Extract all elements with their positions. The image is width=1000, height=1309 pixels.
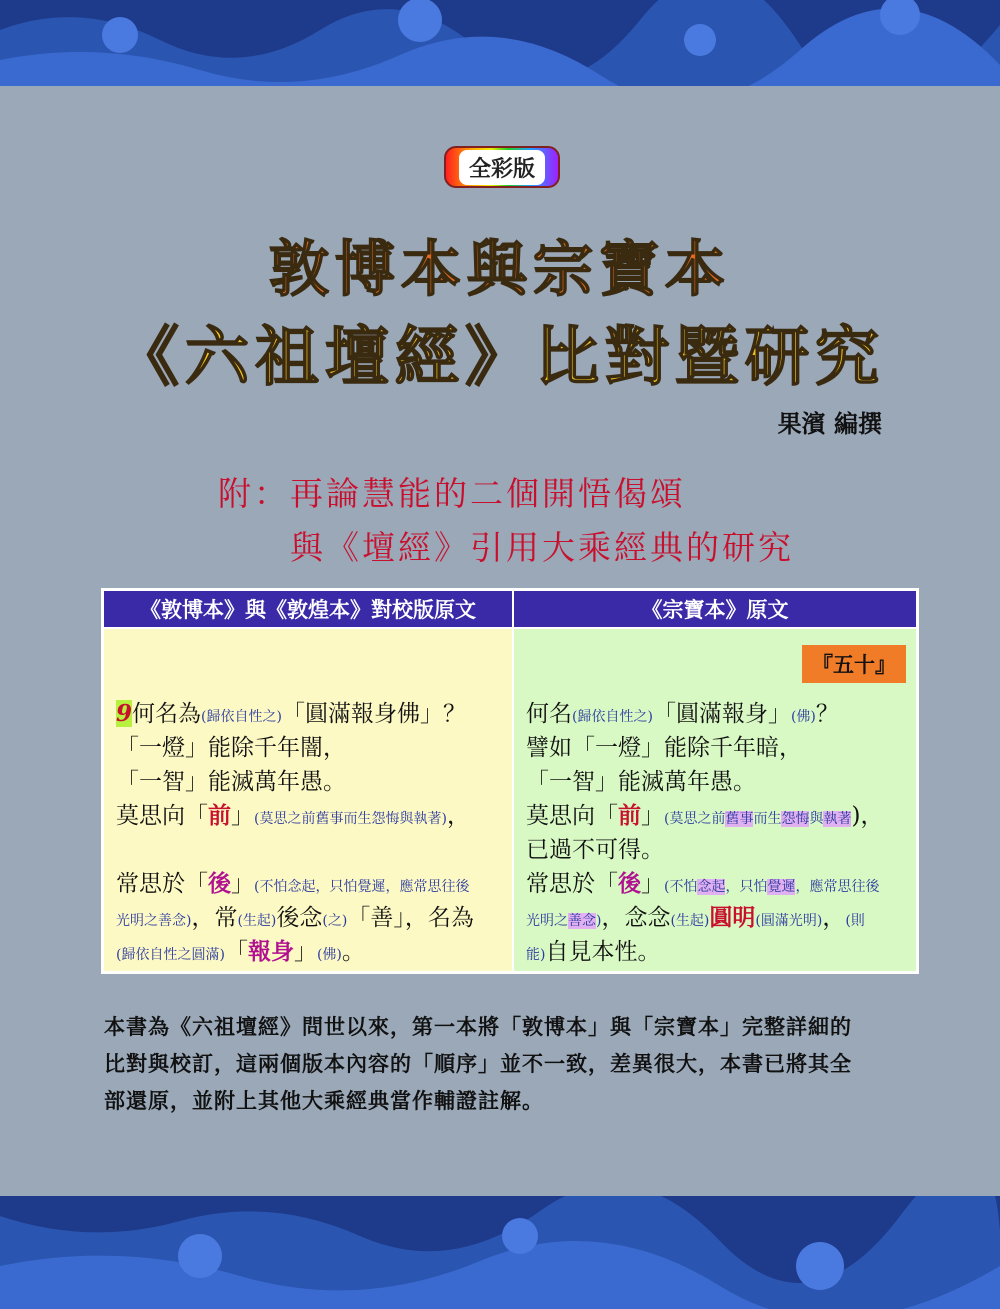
left-column	[104, 629, 512, 971]
entry-number: 9	[116, 700, 133, 727]
left-line-7: (歸依自性之圓滿)「報身」(佛)。	[116, 938, 365, 965]
subtitle-line-1: 附：再論慧能的二個開悟偈頌	[218, 474, 686, 513]
description-line-1: 本書為《六祖壇經》問世以來，第一本將「敦博本」與「宗寶本」完整詳細的	[104, 1014, 852, 1039]
subtitle-line-2: 與《壇經》引用大乘經典的研究	[290, 528, 794, 567]
right-line-4: 莫思向「前」(莫思之前舊事而生怨悔與執著)，	[526, 802, 884, 829]
left-line-4: 莫思向「前」(莫思之前舊事而生怨悔與執著)，	[116, 802, 470, 829]
left-line-5: 常思於「後」(不怕念起，只怕覺遲，應常思往後	[116, 870, 470, 897]
right-column	[514, 629, 916, 971]
left-line-3: 「一智」能滅萬年愚。	[116, 769, 346, 795]
description-line-2: 比對與校訂，這兩個版本內容的「順序」並不一致，差異很大，本書已將其全	[104, 1051, 852, 1076]
right-line-3: 「一智」能滅萬年愚。	[526, 769, 756, 795]
right-line-6: 常思於「後」(不怕念起，只怕覺遲，應常思往後	[526, 870, 880, 897]
top-decorative-band	[0, 0, 1000, 86]
badge-label: 全彩版	[459, 150, 545, 185]
right-line-2: 譬如「一燈」能除千年暗，	[526, 735, 802, 761]
title-line-1: 敦博本與宗寶本	[269, 235, 731, 305]
bottom-decorative-band	[0, 1196, 1000, 1309]
book-description	[104, 1008, 924, 1119]
left-column-header: 《敦博本》與《敦煌本》對校版原文	[104, 591, 512, 627]
comparison-table	[101, 588, 919, 974]
title-line-2: 《六祖壇經》比對暨研究	[115, 320, 885, 395]
description-line-3: 部還原，並附上其他大乘經典當作輔證註解。	[104, 1088, 544, 1113]
right-line-1: 何名(歸依自性之)「圓滿報身」(佛)？	[526, 701, 839, 727]
full-color-badge	[444, 146, 560, 188]
left-line-1: 9何名為(歸依自性之)「圓滿報身佛」？	[116, 700, 466, 727]
right-line-7: 光明之善念)，念念(生起)圓明(圓滿光明)，(則	[526, 904, 865, 931]
left-line-2: 「一燈」能除千年闇，	[116, 735, 346, 761]
right-line-8: 能)自見本性。	[526, 939, 661, 965]
right-column-header: 《宗寶本》原文	[514, 591, 916, 627]
left-line-6: 光明之善念)，常(生起)後念(之)「善」，名為	[116, 905, 474, 931]
section-tag: 『五十』	[802, 645, 906, 683]
author: 果濱 編撰	[777, 410, 882, 438]
right-line-5: 已過不可得。	[526, 837, 664, 863]
